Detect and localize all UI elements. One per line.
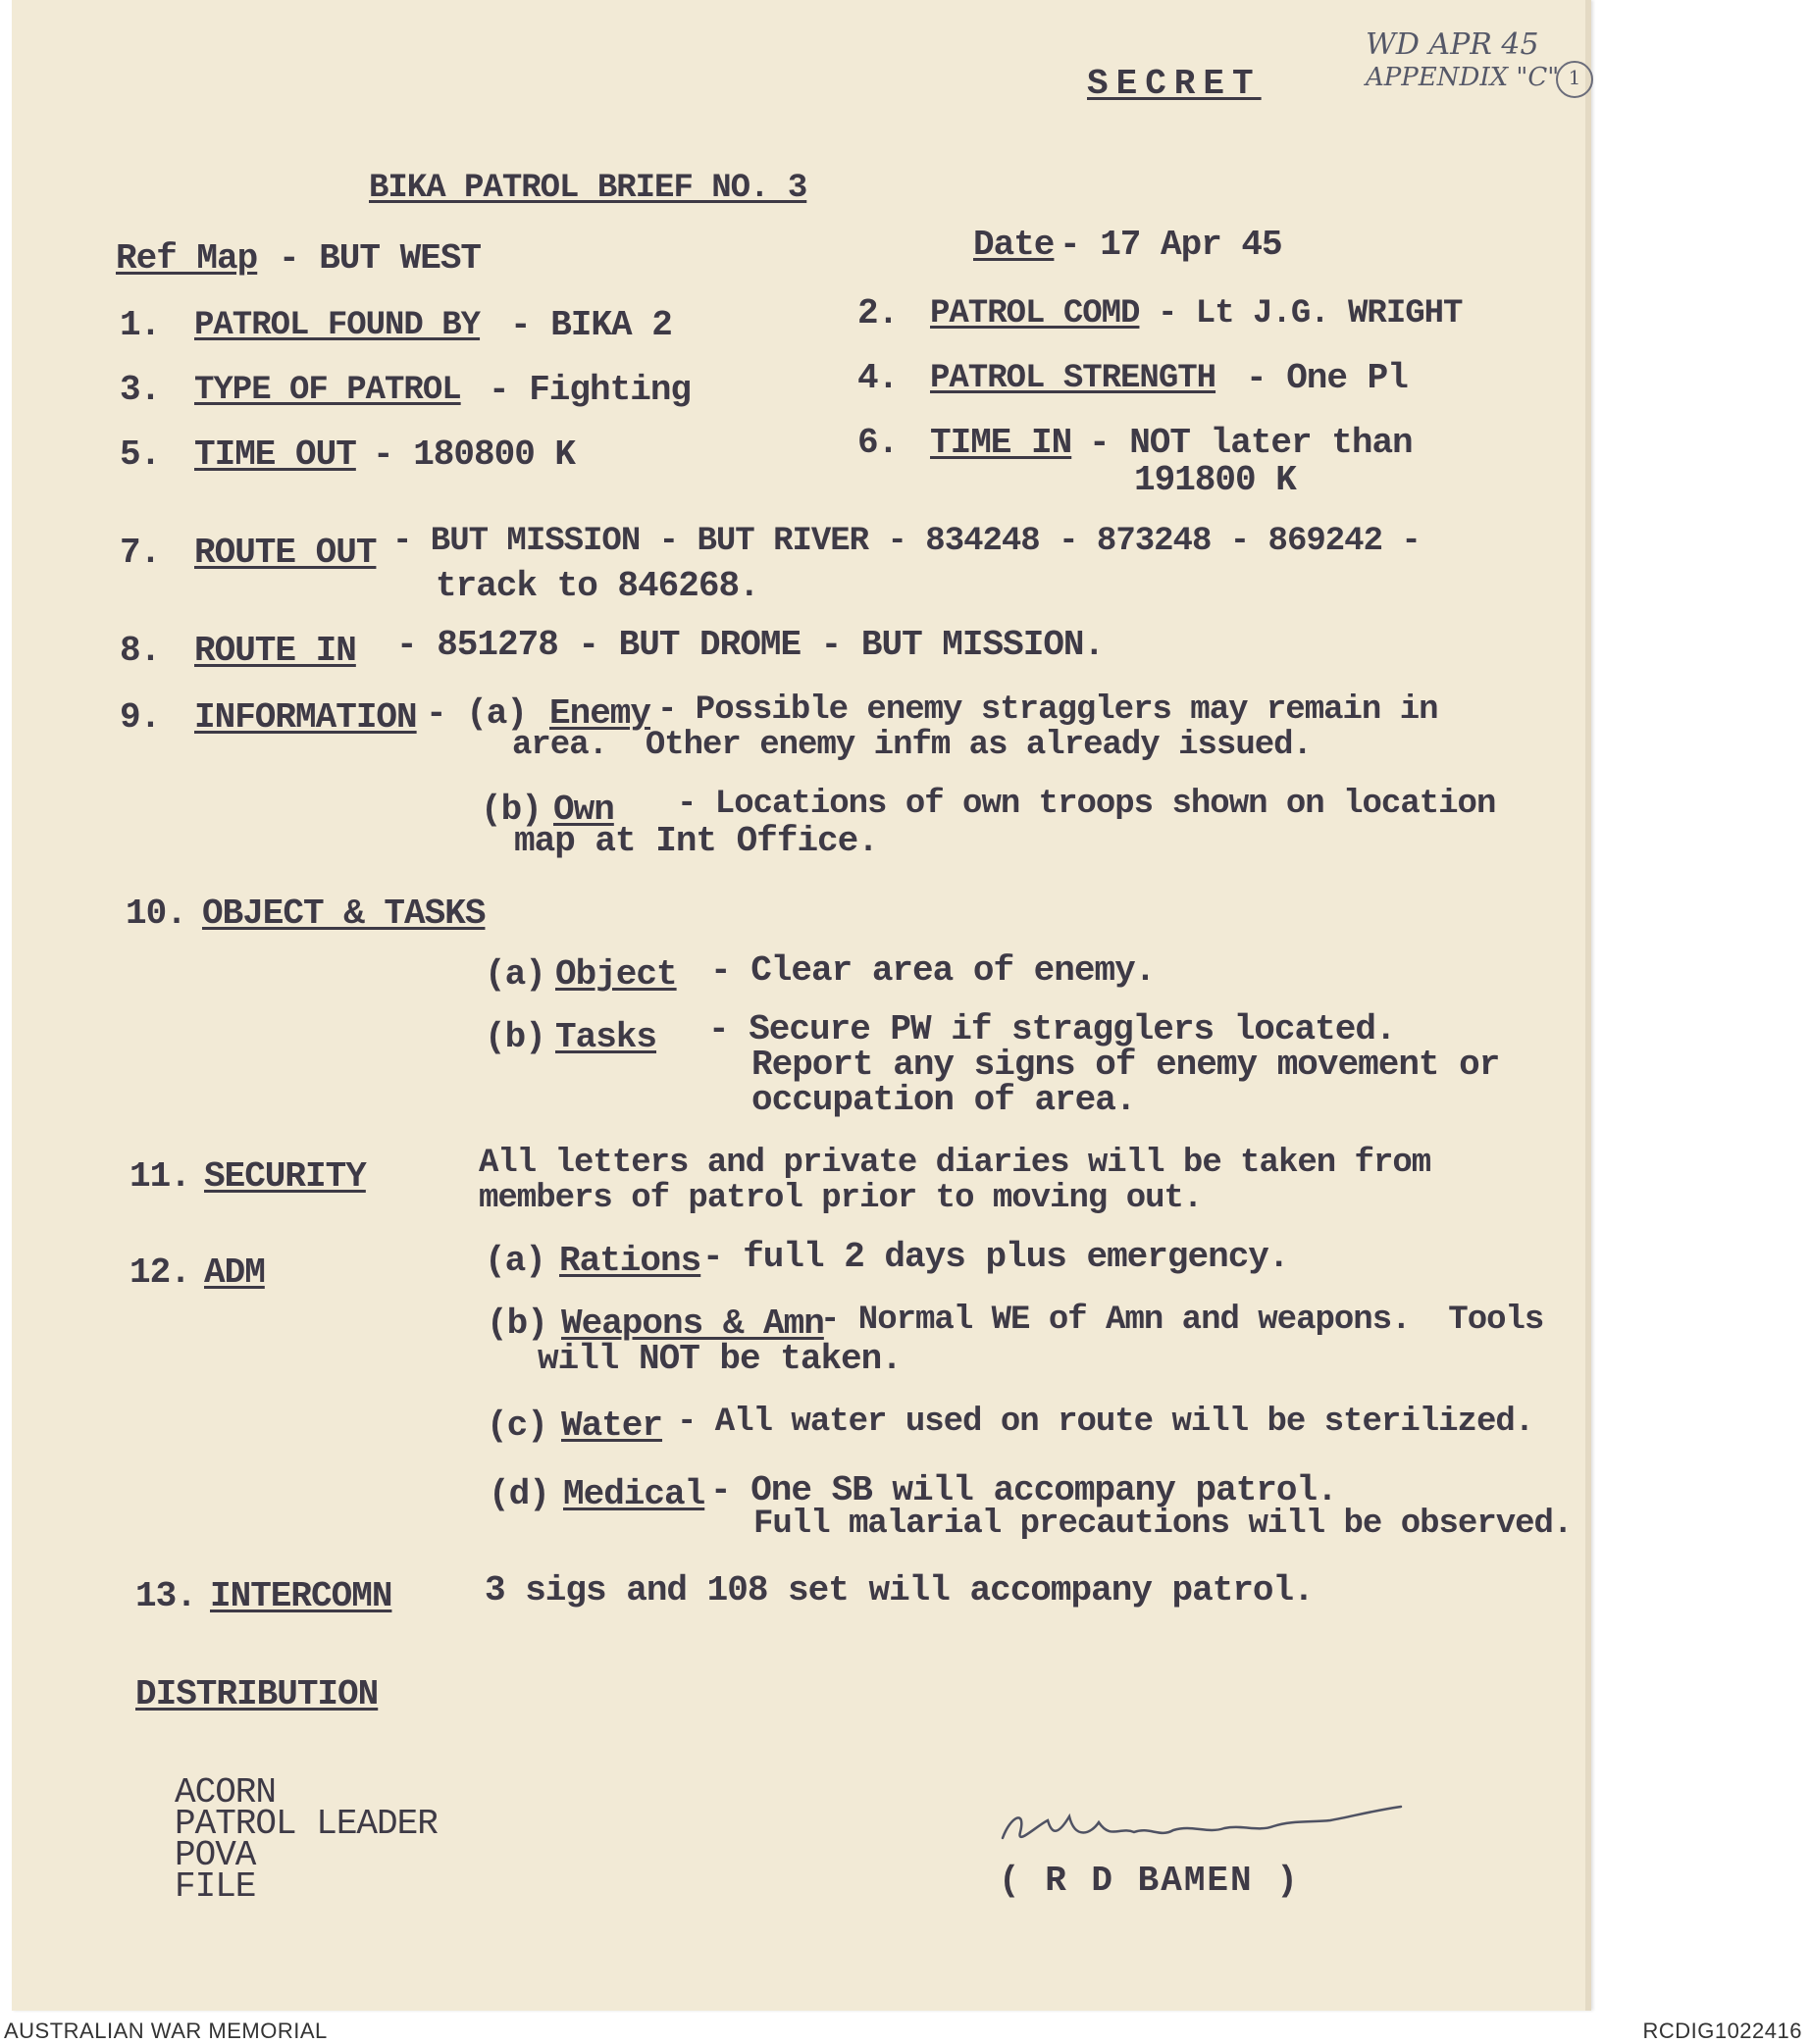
item-13-number: 13.	[135, 1576, 196, 1616]
item-2-number: 2.	[857, 293, 899, 333]
item-10b-marker: (b)	[485, 1017, 545, 1057]
item-3-label: TYPE OF PATROL	[194, 372, 461, 409]
distribution-item: POVA	[175, 1835, 256, 1875]
item-6-number: 6.	[857, 423, 899, 463]
item-9b-text: - Locations of own troops shown on location	[677, 786, 1496, 823]
item-12a-label: Rations	[559, 1241, 701, 1281]
item-10a-marker: (a)	[485, 954, 545, 995]
item-12c-marker: (c)	[487, 1405, 547, 1446]
page-marker-circle	[1556, 61, 1593, 98]
page-edge-shadow	[1585, 0, 1591, 2011]
item-4-label: PATROL STRENGTH	[930, 360, 1216, 397]
item-11-number: 11.	[129, 1156, 190, 1197]
ref-map-value: - BUT WEST	[279, 238, 482, 279]
item-9-number: 9.	[120, 697, 161, 738]
item-7-value: - BUT MISSION - BUT RIVER - 834248 - 873248 - 869242 -	[392, 523, 1421, 560]
item-12d-text-line2: Full malarial precautions will be observed.	[753, 1506, 1573, 1543]
item-1-value: - BIKA 2	[510, 305, 672, 345]
item-5-value: - 180800 K	[373, 434, 576, 475]
item-9b-text-line2: map at Int Office.	[514, 821, 878, 861]
item-13-label: INTERCOMN	[210, 1576, 392, 1616]
item-9-label: INFORMATION	[194, 697, 417, 738]
item-10b-text-line2: Report any signs of enemy movement or	[751, 1045, 1500, 1085]
item-6-value: - NOT later than	[1089, 423, 1413, 463]
item-2-label: PATROL COMD	[930, 295, 1140, 332]
document-title: BIKA PATROL BRIEF NO. 3	[369, 170, 807, 207]
item-4-number: 4.	[857, 358, 899, 398]
item-10b-label: Tasks	[555, 1017, 657, 1057]
item-9a-text-line2: area. Other enemy infm as already issued.	[512, 727, 1312, 764]
footer-id: RCDIG1022416	[1642, 2018, 1802, 2043]
item-7-number: 7.	[120, 533, 161, 573]
item-7-value-line2: track to 846268.	[436, 566, 759, 606]
item-11-text: All letters and private diaries will be taken from	[479, 1145, 1431, 1182]
date-value: - 17 Apr 45	[1060, 225, 1282, 265]
item-9a-marker: - (a)	[426, 693, 528, 734]
item-13-text: 3 sigs and 108 set will accompany patrol.	[485, 1570, 1314, 1610]
item-3-number: 3.	[120, 370, 161, 410]
item-9a-label: Enemy	[549, 693, 651, 734]
item-8-label: ROUTE IN	[194, 631, 356, 671]
signatory-name: ( R D BAMEN )	[999, 1861, 1300, 1901]
item-12a-marker: (a)	[485, 1241, 545, 1281]
footer-source: AUSTRALIAN WAR MEMORIAL	[4, 2018, 328, 2043]
item-10b-text-line3: occupation of area.	[751, 1080, 1136, 1120]
item-4-value: - One Pl	[1246, 358, 1408, 398]
item-2-value: - Lt J.G. WRIGHT	[1158, 295, 1463, 332]
item-9b-label: Own	[553, 790, 614, 830]
item-12b-marker: (b)	[487, 1303, 547, 1344]
item-12d-label: Medical	[563, 1474, 705, 1514]
archive-note-line1: WD APR 45	[1366, 27, 1539, 62]
item-10-label: OBJECT & TASKS	[202, 894, 486, 934]
item-12a-text: - full 2 days plus emergency.	[702, 1237, 1289, 1277]
distribution-item: ACORN	[175, 1772, 277, 1813]
signature-image	[997, 1787, 1409, 1856]
item-8-number: 8.	[120, 631, 161, 671]
item-12b-label: Weapons & Amn	[561, 1303, 824, 1344]
item-6-value-line2: 191800 K	[1134, 460, 1296, 500]
distribution-label: DISTRIBUTION	[135, 1674, 379, 1714]
item-6-label: TIME IN	[930, 423, 1072, 463]
item-10a-label: Object	[555, 954, 677, 995]
item-11-label: SECURITY	[204, 1156, 366, 1197]
item-1-label: PATROL FOUND BY	[194, 307, 481, 344]
item-10b-text: - Secure PW if stragglers located.	[708, 1009, 1396, 1049]
item-12c-label: Water	[561, 1405, 663, 1446]
item-8-value: - 851278 - BUT DROME - BUT MISSION.	[396, 625, 1105, 665]
distribution-item: FILE	[175, 1866, 256, 1907]
item-12d-marker: (d)	[489, 1474, 549, 1514]
item-12b-text: - Normal WE of Amn and weapons. Tools	[820, 1302, 1544, 1339]
page-marker: 1	[1568, 66, 1581, 89]
item-12-number: 12.	[129, 1252, 190, 1293]
archive-note-line2: APPENDIX "C"	[1366, 63, 1560, 92]
item-9b-marker: (b)	[481, 790, 542, 830]
item-1-number: 1.	[120, 305, 161, 345]
item-10a-text: - Clear area of enemy.	[710, 950, 1156, 991]
item-12c-text: - All water used on route will be sterilized.	[677, 1404, 1534, 1441]
item-11-text-line2: members of patrol prior to moving out.	[479, 1180, 1203, 1217]
item-5-label: TIME OUT	[194, 434, 356, 475]
item-10-number: 10.	[126, 894, 186, 934]
date-label: Date	[973, 225, 1055, 265]
distribution-item: PATROL LEADER	[175, 1804, 438, 1844]
item-7-label: ROUTE OUT	[194, 533, 377, 573]
item-12-label: ADM	[204, 1252, 265, 1293]
item-9a-text: - Possible enemy stragglers may remain in	[657, 691, 1438, 729]
item-3-value: - Fighting	[489, 370, 692, 410]
classification: SECRET	[1087, 64, 1262, 104]
item-12b-text-line2: will NOT be taken.	[538, 1339, 902, 1379]
item-12d-text: - One SB will accompany patrol.	[710, 1470, 1337, 1510]
ref-map-label: Ref Map	[116, 238, 258, 279]
signature-scrawl-icon	[997, 1787, 1409, 1856]
item-5-number: 5.	[120, 434, 161, 475]
